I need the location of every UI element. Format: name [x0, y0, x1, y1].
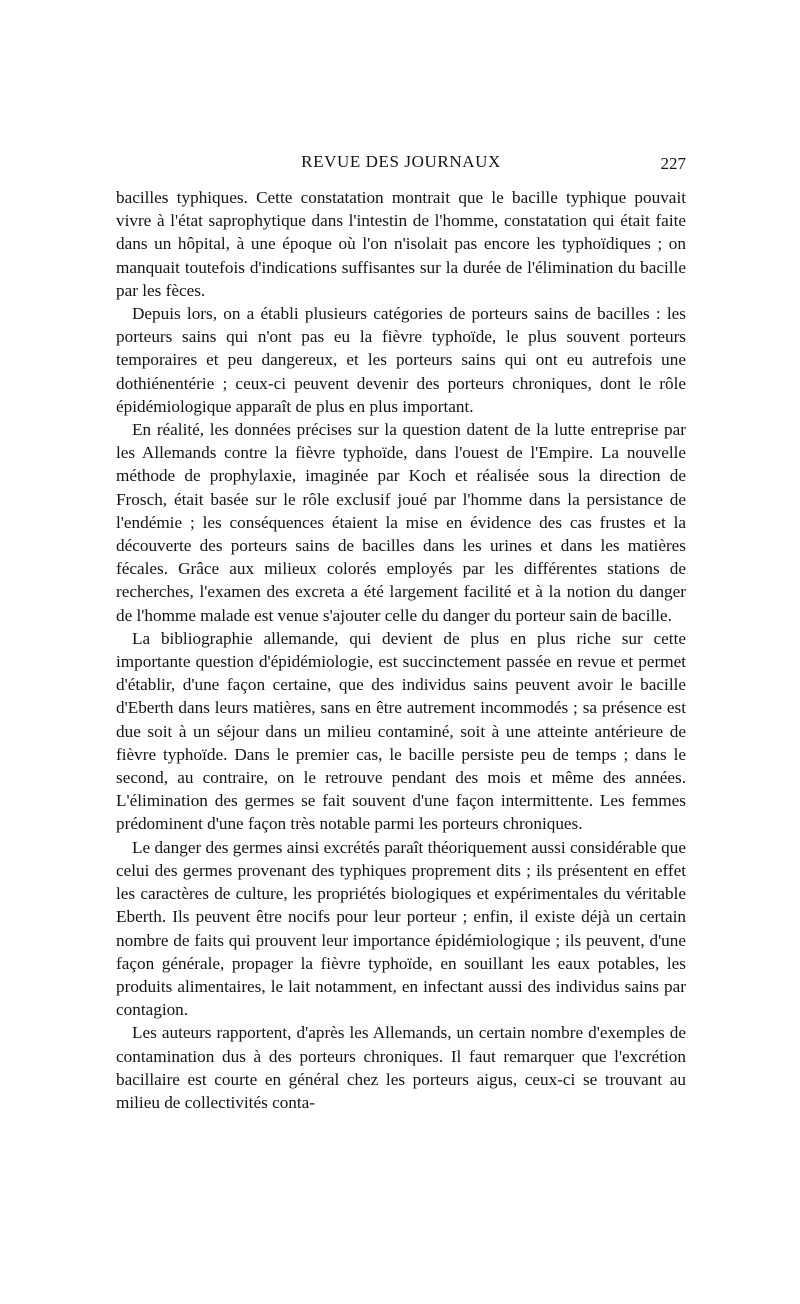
page-number: 227 [660, 154, 686, 173]
running-title: REVUE DES JOURNAUX [301, 152, 501, 171]
paragraph: En réalité, les données précises sur la question datent de la lutte entreprise par les Allemands contre la fièvre typhoïde, dans l'ouest de l'Empire. La nouvelle méthode de prophylaxie, imaginée par Koch et réalisée sous la direction de Frosch, était basée sur le rôle exclusif joué par l'homme dans la persistance de l'endémie ; les conséquences étaient la mise en évidence des cas frustes et la découverte des porteurs sains de bacilles dans les urines et dans les matières fécales. Grâce aux milieux colorés employés par les différentes stations de recherches, l'examen des excreta a été largement facilité et à la notion du danger de l'homme malade est venue s'ajouter celle du danger du porteur sain de bacille. [116, 420, 686, 625]
running-head [116, 152, 686, 178]
paragraph: Le danger des germes ainsi excrétés paraît théoriquement aussi considérable que celui des germes provenant des typhiques proprement dits ; ils présentent en effet les caractères de culture, les propriétés biologiques et expérimentales du véritable Eberth. Ils peuvent être nocifs pour leur porteur ; enfin, il existe déjà un certain nombre de faits qui prouvent leur importance épidémiologique ; ils peuvent, d'une façon générale, propager la fièvre typhoïde, en souillant les eaux potables, les produits alimentaires, le lait notamment, en infectant aussi des individus sains par contagion. [116, 837, 686, 1020]
paragraph: La bibliographie allemande, qui devient de plus en plus riche sur cette importante question d'épidémiologie, est succinctement passée en revue et permet d'établir, d'une façon certaine, que des individus sains peuvent avoir le bacille d'Eberth dans leurs matières, sans en être autrement incommodés ; sa présence est due soit à un séjour dans un milieu contaminé, soit à une atteinte antérieure de fièvre typhoïde. Dans le premier cas, le bacille persiste peu de temps ; dans le second, au contraire, on le retrouve pendant des mois et même des années. L'élimination des germes se fait souvent d'une façon intermittente. Les femmes prédominent d'une façon très notable parmi les porteurs chroniques. [116, 628, 686, 834]
paragraph-continued: bacilles typhiques. Cette constatation montrait que le bacille typhique pouvait vivre à l'état saprophytique dans l'intestin de l'homme, constatation qui était faite dans un hôpital, à une époque où l'on n'isolait pas encore les typhoïdiques ; on manquait toutefois d'indications suffisantes sur la durée de l'élimination du bacille par les fèces. [116, 188, 686, 300]
paragraph: Depuis lors, on a établi plusieurs catégories de porteurs sains de bacilles : les porteurs sains qui n'ont pas eu la fièvre typhoïde, le plus souvent porteurs temporaires et peu dangereux, et les porteurs sains qui ont eu autrefois une dothiénentérie ; ceux-ci peuvent devenir des porteurs chroniques, dont le rôle épidémiologique apparaît de plus en plus important. [116, 304, 686, 416]
body-text [116, 186, 686, 1114]
paragraph-final: Les auteurs rapportent, d'après les Allemands, un certain nombre d'exemples de contamination dus à des porteurs chroniques. Il faut remarquer que l'excrétion bacillaire est courte en général chez les porteurs aigus, ceux-ci se trouvant au milieu de collectivités conta- [116, 1023, 686, 1112]
